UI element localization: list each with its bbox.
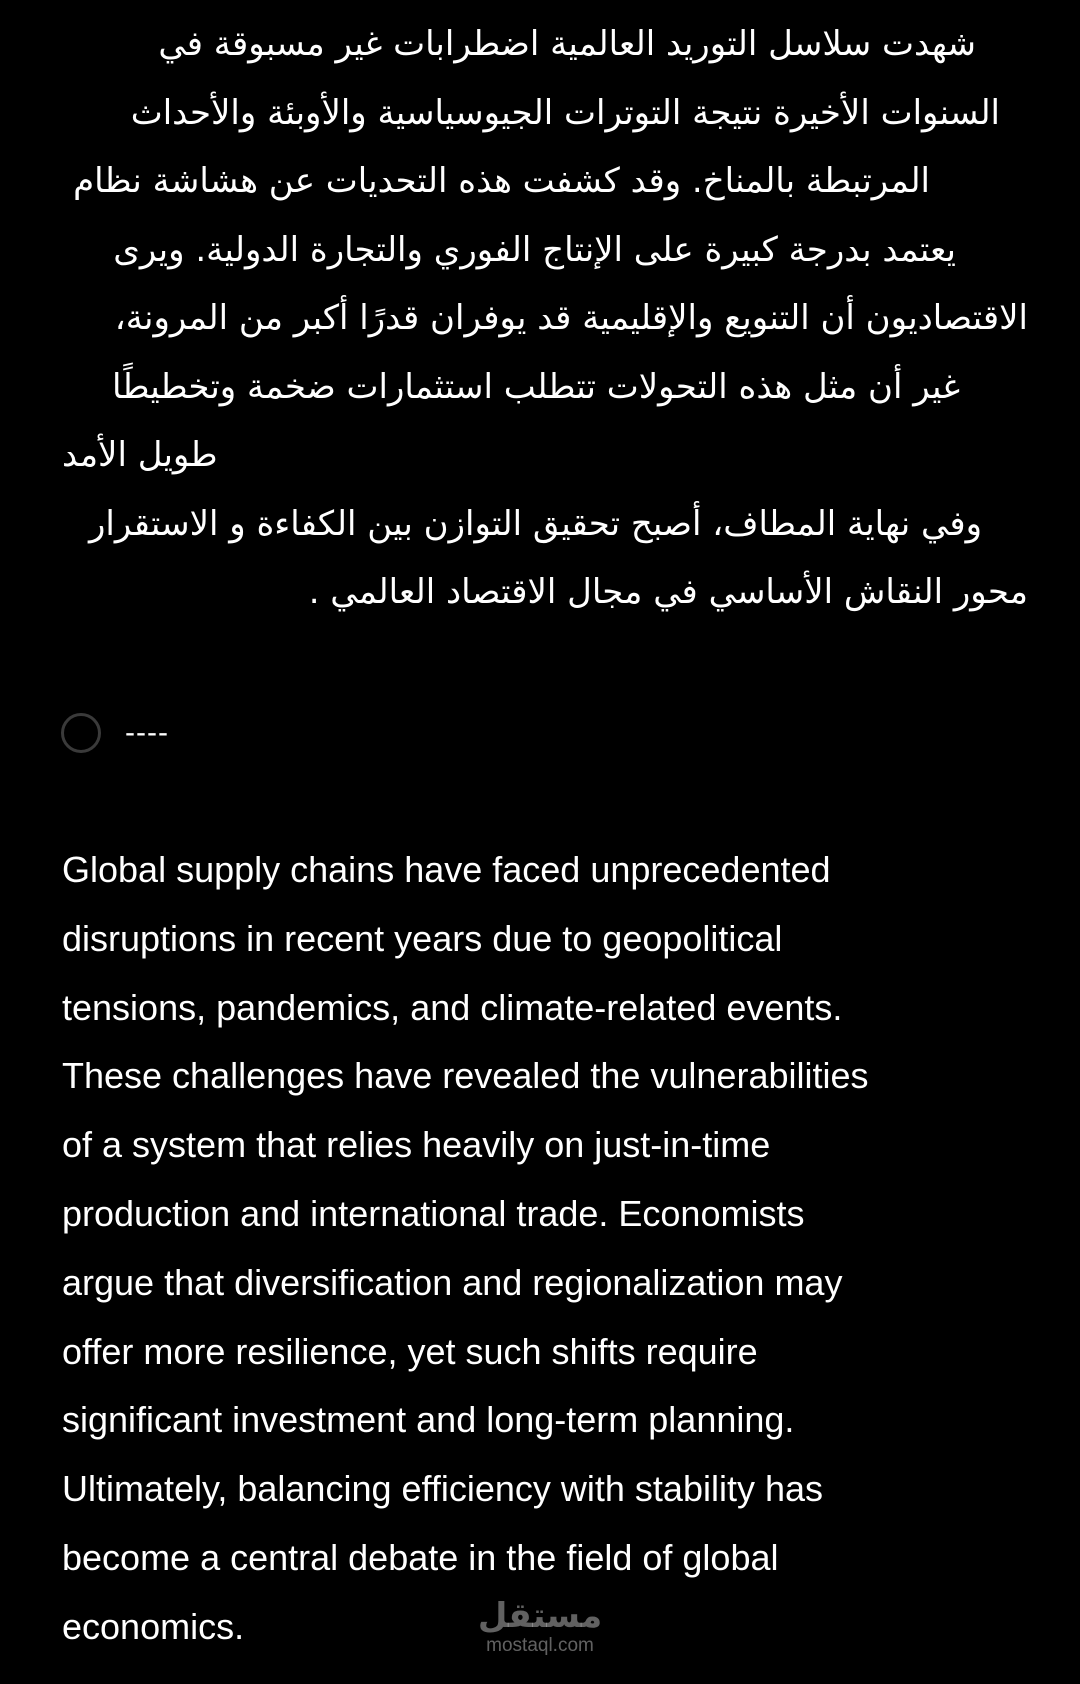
english-line: production and international trade. Economists: [62, 1192, 805, 1234]
arabic-line: شهدت سلاسل التوريد العالمية اضطرابات غير مسبوقة في: [158, 24, 976, 64]
english-line: of a system that relies heavily on just-in-time: [62, 1124, 771, 1166]
english-line: tensions, pandemics, and climate-related events.: [62, 986, 843, 1028]
english-line: Ultimately, balancing efficiency with stability has: [62, 1468, 824, 1510]
radio-button[interactable]: [61, 713, 101, 753]
arabic-line: غير أن مثل هذه التحولات تتطلب استثمارات ضخمة وتخطيطًا: [112, 366, 960, 407]
english-line: disruptions in recent years due to geopolitical: [62, 917, 783, 959]
arabic-line: المرتبطة بالمناخ. وقد كشفت هذه التحديات عن هشاشة نظام: [73, 161, 930, 201]
arabic-line: وفي نهاية المطاف، أصبح تحقيق التوازن بين الكفاءة و الاستقرار: [89, 503, 982, 544]
radio-label: ----: [125, 716, 169, 749]
arabic-line: محور النقاش الأساسي في مجال الاقتصاد العالمي .: [308, 572, 1028, 612]
radio-option[interactable]: [61, 710, 169, 756]
english-line: economics.: [62, 1605, 245, 1647]
english-paragraph: [62, 836, 1052, 1662]
english-line: significant investment and long-term planning.: [62, 1399, 795, 1441]
arabic-line: السنوات الأخيرة نتيجة التوترات الجيوسياسية والأوبئة والأحداث: [130, 92, 1000, 133]
watermark-logo-text: مستقل: [477, 1596, 603, 1636]
english-line: These challenges have revealed the vulnerabilities: [62, 1055, 869, 1097]
watermark-url: mostaql.com: [486, 1635, 594, 1656]
english-line: become a central debate in the field of global: [62, 1536, 779, 1578]
arabic-line: الاقتصاديون أن التنويع والإقليمية قد يوفران قدرًا أكبر من المرونة،: [114, 298, 1028, 338]
english-line: Global supply chains have faced unprecedented: [62, 849, 831, 890]
english-line: offer more resilience, yet such shifts require: [62, 1330, 758, 1372]
arabic-paragraph: [62, 10, 1028, 627]
english-line: argue that diversification and regionalization may: [62, 1261, 843, 1303]
arabic-line: طويل الأمد: [62, 435, 218, 475]
arabic-line: يعتمد بدرجة كبيرة على الإنتاج الفوري والتجارة الدولية. ويرى: [113, 229, 956, 270]
